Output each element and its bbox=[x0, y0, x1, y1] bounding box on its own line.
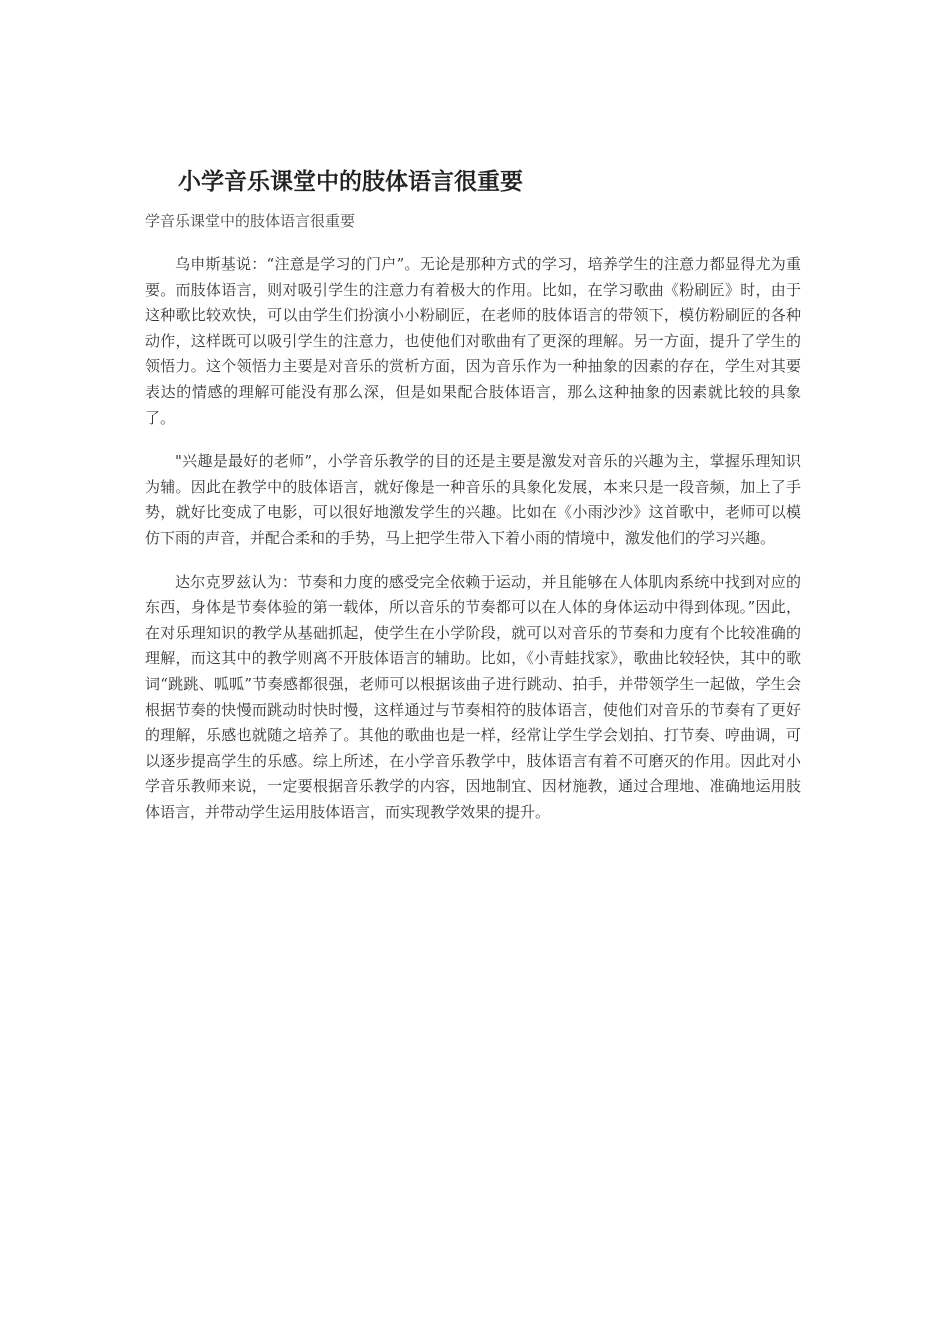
paragraph: "兴趣是最好的老师”，小学音乐教学的目的还是主要是激发对音乐的兴趣为主，掌握乐理知识为辅。因此在教学中的肢体语言，就好像是一种音乐的具象化发展，本来只是一段音频，加上了手势，就好比变成了电影，可以很好地激发学生的兴趣。比如在《小雨沙沙》这首歌中，老师可以模仿下雨的声音，并配合柔和的手势，马上把学生带入下着小雨的情境中，激发他们的学习兴趣。 bbox=[145, 452, 801, 547]
document-title: 小学音乐课堂中的肢体语言很重要 bbox=[178, 169, 523, 195]
paragraph: 乌申斯基说：“注意是学习的门户”。无论是那种方式的学习，培养学生的注意力都显得尤为重要。而肢体语言，则对吸引学生的注意力有着极大的作用。比如，在学习歌曲《粉刷匠》时，由于这种歌比较欢快，可以由学生们扮演小小粉刷匠，在老师的肢体语言的带领下，模仿粉刷匠的各种动作，这样既可以吸引学生的注意力，也使他们对歌曲有了更深的理解。另一方面，提升了学生的领悟力。这个领悟力主要是对音乐的赏析方面，因为音乐作为一种抽象的因素的存在，学生对其要表达的情感的理解可能没有那么深，但是如果配合肢体语言，那么这种抽象的因素就比较的具象了。 bbox=[145, 255, 801, 427]
document-subtitle: 学音乐课堂中的肢体语言很重要 bbox=[145, 212, 356, 230]
paragraph: 达尔克罗兹认为：节奏和力度的感受完全依赖于运动，并且能够在人体肌肉系统中找到对应的东西，身体是节奏体验的第一载体，所以音乐的节奏都可以在人体的身体运动中得到体现。”因此，在对乐理知识的教学从基础抓起，使学生在小学阶段，就可以对音乐的节奏和力度有个比较准确的理解，而这其中的教学则离不开肢体语言的辅助。比如，《小青蛙找家》，歌曲比较轻快，其中的歌词“跳跳、呱呱”节奏感都很强，老师可以根据该曲子进行跳动、拍手，并带领学生一起做，学生会根据节奏的快慢而跳动时快时慢，这样通过与节奏相符的肢体语言，使他们对音乐的节奏有了更好的理解，乐感也就随之培养了。其他的歌曲也是一样，经常让学生学会划拍、打节奏、哼曲调，可以逐步提高学生的乐感。综上所述，在小学音乐教学中，肢体语言有着不可磨灭的作用。因此对小学音乐教师来说，一定要根据音乐教学的内容，因地制宜、因材施教，通过合理地、准确地运用肢体语言，并带动学生运用肢体语言，而实现教学效果的提升。 bbox=[145, 572, 801, 821]
document-body bbox=[145, 252, 801, 843]
